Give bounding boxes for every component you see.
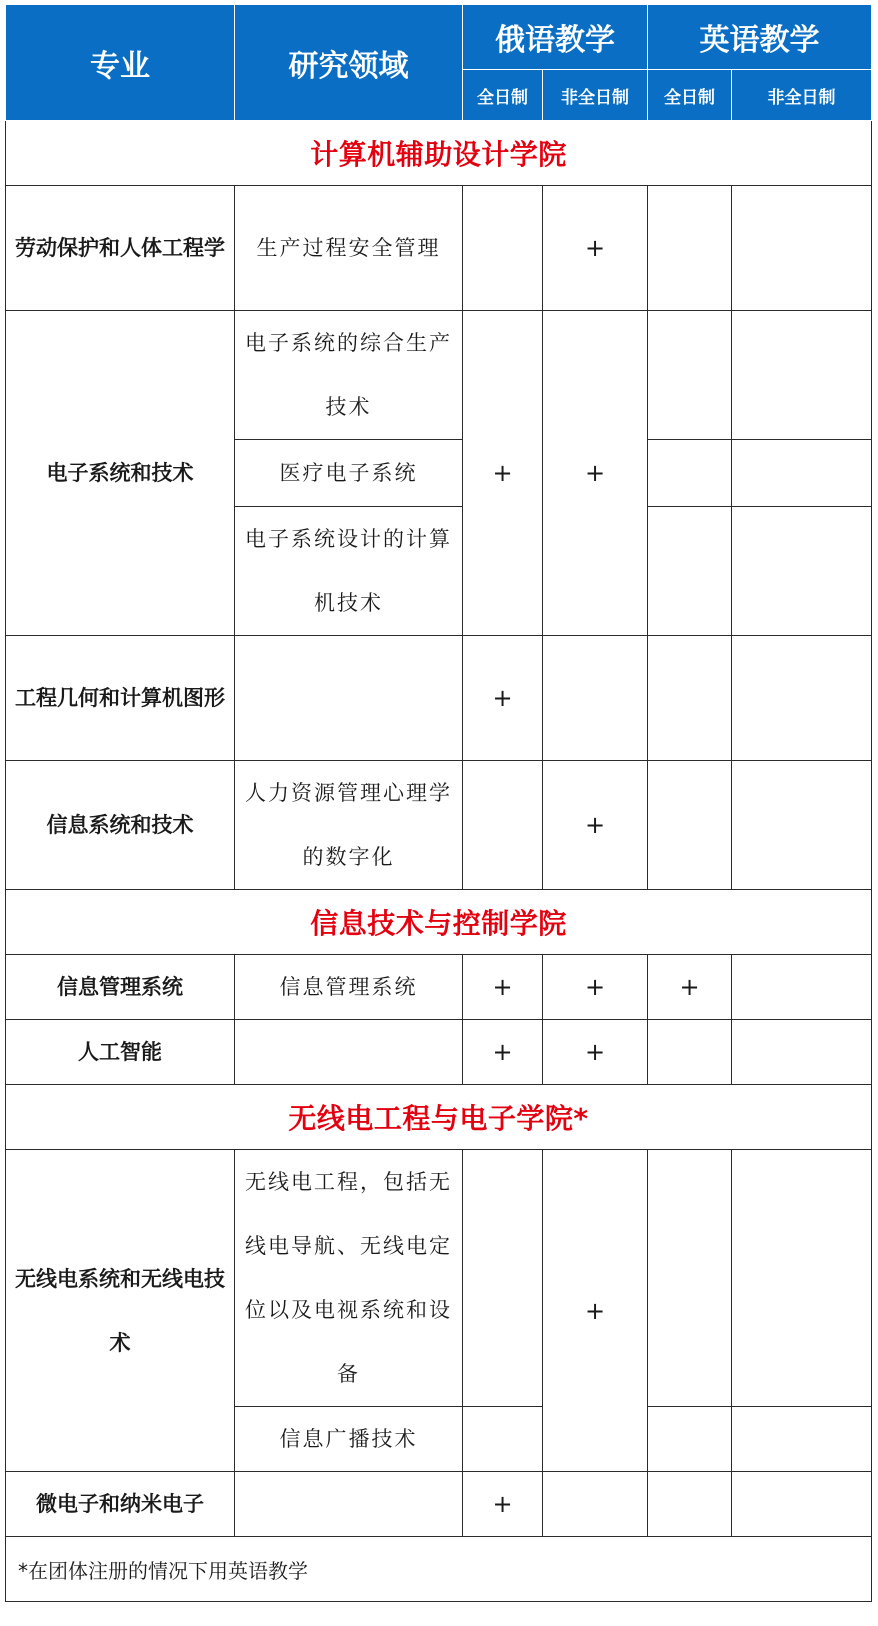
header-russian-parttime: 非全日制 bbox=[543, 70, 648, 121]
mark-cell bbox=[732, 440, 872, 507]
header-english-teaching: 英语教学 bbox=[648, 5, 872, 70]
mark-cell: + bbox=[543, 311, 648, 636]
research-area-cell: 电子系统设计的计算机技术 bbox=[235, 507, 463, 636]
mark-cell bbox=[648, 1020, 732, 1085]
header-english-fulltime: 全日制 bbox=[648, 70, 732, 121]
research-area-cell: 电子系统的综合生产技术 bbox=[235, 311, 463, 440]
mark-cell bbox=[543, 636, 648, 761]
mark-cell bbox=[648, 761, 732, 890]
mark-cell bbox=[732, 507, 872, 636]
program-table bbox=[5, 4, 872, 1602]
mark-cell bbox=[648, 1150, 732, 1407]
research-area-cell bbox=[235, 1472, 463, 1537]
mark-cell bbox=[732, 636, 872, 761]
mark-cell: + bbox=[463, 311, 543, 636]
research-area-cell: 信息广播技术 bbox=[235, 1407, 463, 1472]
major-cell: 无线电系统和无线电技术 bbox=[6, 1150, 235, 1472]
mark-cell: + bbox=[543, 1150, 648, 1472]
mark-cell: + bbox=[648, 955, 732, 1020]
mark-cell bbox=[648, 311, 732, 440]
header-russian-fulltime: 全日制 bbox=[463, 70, 543, 121]
research-area-cell: 人力资源管理心理学的数字化 bbox=[235, 761, 463, 890]
mark-cell bbox=[463, 1150, 543, 1407]
major-cell: 信息管理系统 bbox=[6, 955, 235, 1020]
header-russian-teaching: 俄语教学 bbox=[463, 5, 648, 70]
mark-cell bbox=[732, 1150, 872, 1407]
mark-cell: + bbox=[543, 955, 648, 1020]
mark-cell: + bbox=[543, 761, 648, 890]
mark-cell: + bbox=[543, 1020, 648, 1085]
major-cell: 信息系统和技术 bbox=[6, 761, 235, 890]
major-cell: 电子系统和技术 bbox=[6, 311, 235, 636]
mark-cell bbox=[648, 186, 732, 311]
mark-cell bbox=[648, 1407, 732, 1472]
major-cell: 人工智能 bbox=[6, 1020, 235, 1085]
mark-cell bbox=[648, 507, 732, 636]
mark-cell: + bbox=[463, 1472, 543, 1537]
mark-cell bbox=[463, 186, 543, 311]
school-heading: 计算机辅助设计学院 bbox=[6, 121, 872, 186]
mark-cell bbox=[732, 761, 872, 890]
header-research-area: 研究领域 bbox=[235, 5, 463, 121]
research-area-cell: 医疗电子系统 bbox=[235, 440, 463, 507]
mark-cell: + bbox=[463, 1020, 543, 1085]
major-cell: 工程几何和计算机图形 bbox=[6, 636, 235, 761]
research-area-cell: 生产过程安全管理 bbox=[235, 186, 463, 311]
mark-cell: + bbox=[463, 955, 543, 1020]
research-area-cell: 无线电工程，包括无线电导航、无线电定位以及电视系统和设备 bbox=[235, 1150, 463, 1407]
mark-cell bbox=[732, 311, 872, 440]
mark-cell bbox=[732, 1020, 872, 1085]
mark-cell bbox=[648, 1472, 732, 1537]
footnote: *在团体注册的情况下用英语教学 bbox=[6, 1537, 872, 1602]
research-area-cell bbox=[235, 1020, 463, 1085]
research-area-cell: 信息管理系统 bbox=[235, 955, 463, 1020]
mark-cell bbox=[732, 1407, 872, 1472]
mark-cell bbox=[648, 636, 732, 761]
mark-cell bbox=[732, 1472, 872, 1537]
header-english-parttime: 非全日制 bbox=[732, 70, 872, 121]
mark-cell: + bbox=[543, 186, 648, 311]
mark-cell bbox=[732, 186, 872, 311]
school-heading: 信息技术与控制学院 bbox=[6, 890, 872, 955]
mark-cell bbox=[543, 1472, 648, 1537]
mark-cell bbox=[463, 1407, 543, 1472]
major-cell: 微电子和纳米电子 bbox=[6, 1472, 235, 1537]
mark-cell bbox=[648, 440, 732, 507]
header-major: 专业 bbox=[6, 5, 235, 121]
school-heading: 无线电工程与电子学院* bbox=[6, 1085, 872, 1150]
mark-cell: + bbox=[463, 636, 543, 761]
mark-cell bbox=[732, 955, 872, 1020]
major-cell: 劳动保护和人体工程学 bbox=[6, 186, 235, 311]
research-area-cell bbox=[235, 636, 463, 761]
mark-cell bbox=[463, 761, 543, 890]
